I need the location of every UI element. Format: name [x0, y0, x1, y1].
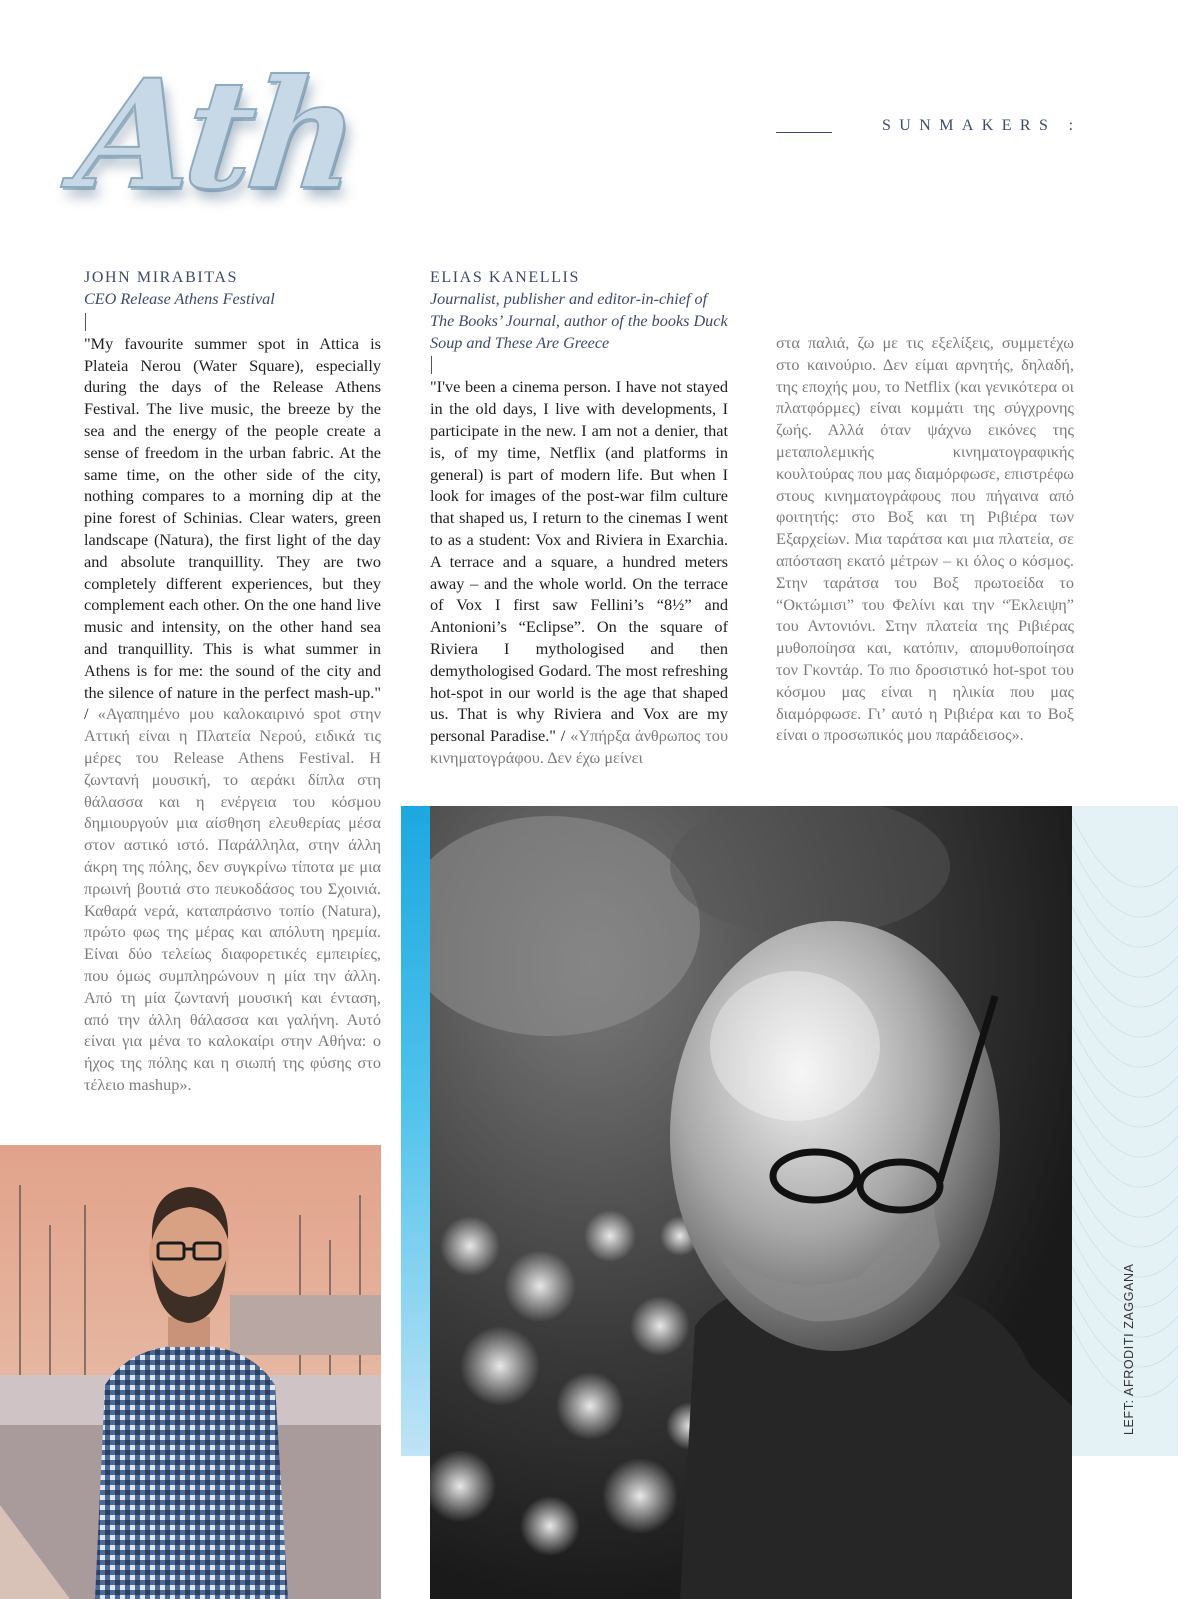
quote-greek: «Αγαπημένο μου καλοκαιρινό spot στην Αττική είναι η Πλατεία Νερού, ειδικά τις μέρες του Release Athens Festival. Η ζωντανή μουσική, το αεράκι δίπλα στη θάλασσα και η ενέργεια του κόσμου δημιουργούν μια αίσθηση ελευθερίας μέσα στον αστικό ιστό. Παράλληλα, στην άλλη άκρη της πόλης, δεν συγκρίνω τίποτα με μια πρωινή βουτιά στο πευκοδάσος του Σχοινιά. Καθαρά νερά, καταπράσινο τοπίο (Natura), πρώτο φως της μέρας και απόλυτη ηρεμία. Είναι δύο τελείως διαφορετικές εμπειρίες, που όμως συμπληρώνουν η μία την άλλη. Από τη μία ζωντανή μουσική και ένταση, από την άλλη θάλασσα και γαλήνη. Αυτό είναι για μένα το καλοκαίρι στην Αθήνα: ο ήχος της πόλης και η σιωπή της φύσης στο τέλειο mashup». — [84, 704, 381, 1094]
quote-greek-start: «Υπήρξα άνθρωπος του κινηματογράφου. Δεν έχω μείνει — [430, 726, 729, 767]
photo-john-mirabitas — [0, 1145, 381, 1599]
profile-name: JOHN MIRABITAS — [84, 269, 239, 286]
section-rule — [776, 132, 832, 133]
photo-elias-kanellis — [430, 806, 1072, 1599]
quote-english: "I've been a cinema person. I have not stayed in the old days, I live with developments, I participate in the new. I am not a denier, that is, of my time, Netflix (and platforms in general) is part of modern life. But when I look for images of the post-war film culture that shaped us, I return to the cinemas I went to as a student: Vox and Riviera in Exarchia. A terrace and a square, a hundred meters away – and the whole world. On the terrace of Vox I first saw Fellini’s “8½” and Antonioni’s “Eclipse”. On the square of Riviera I mythologised and then demythologised Godard. The most refreshing hot-spot in our world is the age that shaped us. That is why Riviera and Vox are my personal Paradise." — [430, 377, 728, 746]
quote-separator: / — [84, 704, 98, 724]
photo-elias-kanellis-image — [430, 806, 1072, 1599]
blue-accent-strip — [401, 806, 430, 1456]
ath-logo — [68, 40, 438, 240]
section-label: SUNMAKERS : — [882, 117, 1082, 134]
quote-greek-continued: στα παλιά, ζω με τις εξελίξεις, συμμετέχω στο καινούριο. Δεν είμαι αρνητής, δηλαδή, της εποχής μου, το Netflix (και γενικότερα οι πλατφόρμες) είναι κομμάτι της σύγχρονης ζωής. Αλλά όταν ψάχνω εικόνες της μεταπολεμικής κινηματογραφικής κουλτούρας που μας διαμόρφωσε, επιστρέφω στους κινηματογράφους που πήγαινα από φοιτητής: στο Βοξ και τη Ριβιέρα των Εξαρχείων. Μια ταράτσα και μια πλατεία, σε απόσταση εκατό μέτρων – κι όλος ο κόσμος. Στην ταράτσα του Βοξ πρωτοείδα το “Οκτώμισι” του Φελίνι και την “Έκλειψη” του Αντονιόνι. Στην πλατεία της Ριβιέρας μυθοποίησα και, κατόπιν, απομυθοποίησα τον Γκοντάρ. Το πιο δροσιστικό hot-spot του κόσμου μας είναι η ηλικία που μας διαμόρφωσε. Γι’ αυτό η Ριβιέρα και το Βοξ είναι ο προσωπικός μου παράδεισος». — [776, 333, 1074, 745]
profile-role: CEO Release Athens Festival — [84, 290, 275, 308]
profile-kanellis — [430, 267, 728, 769]
quote-english: "My favourite summer spot in Attica is Plateia Nerou (Water Square), especially during the days of the Release Athens Festival. The live music, the breeze by the sea and the energy of the people create a sense of freedom in the urban fabric. At the same time, on the other side of the city, nothing compares to a morning dip at the pine forest of Schinias. Clear waters, green landscape (Natura), the first light of the day and absolute tranquillity. They are two completely different experiences, but they complement each other. On the one hand live music and intensity, on the other hand sea and tranquillity. This is what summer in Athens is for me: the sound of the city and the silence of nature in the perfect mash-up." — [84, 333, 381, 702]
profile-role: Journalist, publisher and editor-in-chief of The Books’ Journal, author of the books Duck Soup and These Are Greece — [430, 290, 728, 352]
profile-kanellis-continued — [776, 332, 1074, 746]
divider-bar — [85, 313, 86, 331]
profile-mirabitas — [84, 267, 381, 1096]
photo-credit: LEFT: AFRODITI ZAGGANA — [1122, 1263, 1136, 1435]
quote-separator: / — [555, 726, 571, 746]
photo-john-mirabitas-image — [0, 1145, 381, 1599]
profile-name: ELIAS KANELLIS — [430, 269, 580, 286]
profile-quote — [430, 376, 728, 768]
profile-quote-continued — [776, 332, 1074, 746]
divider-bar — [431, 356, 432, 374]
profile-quote — [84, 333, 381, 1096]
ath-logo-text: Ath — [68, 47, 362, 223]
